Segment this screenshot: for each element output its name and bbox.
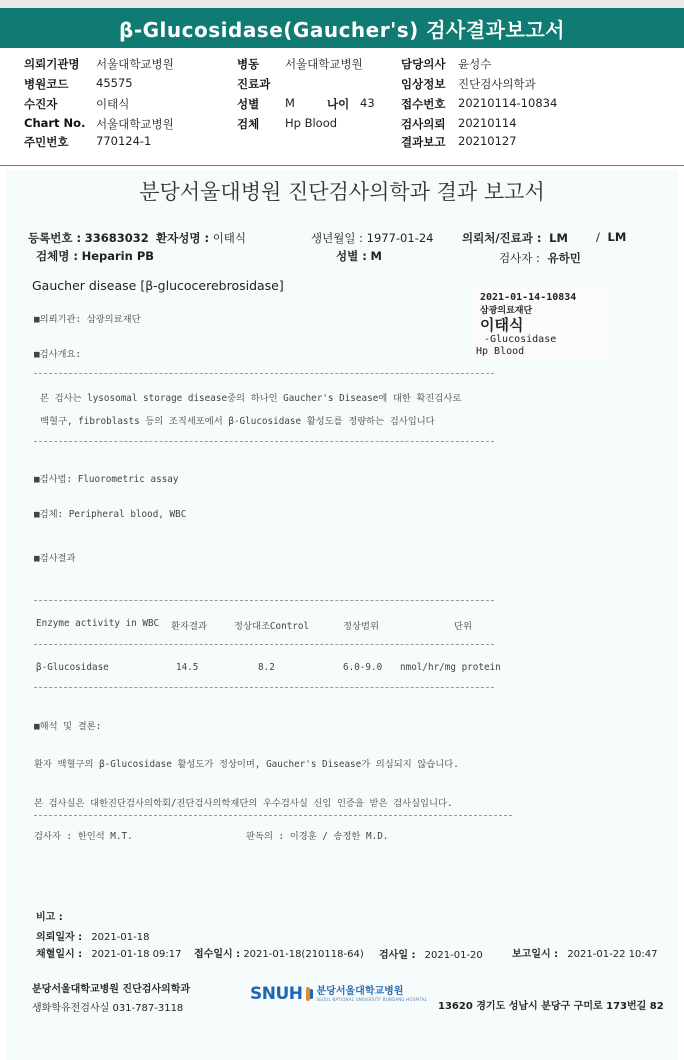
value-age: 43 bbox=[360, 96, 375, 110]
label-institution: 의뢰기관명 bbox=[24, 57, 80, 71]
info-row bbox=[0, 116, 684, 134]
value-specimen-name: Heparin PB bbox=[81, 249, 155, 263]
method-line: ■검사법: Fluorometric assay bbox=[34, 474, 179, 485]
report-time-value: 2021-01-22 10:47 bbox=[567, 949, 658, 960]
label-chart-no: Chart No. bbox=[24, 116, 86, 130]
table-cell: 14.5 bbox=[176, 662, 199, 673]
value-doctor: 윤성수 bbox=[458, 57, 492, 71]
table-header: Enzyme activity in WBC bbox=[36, 618, 160, 629]
value-request-date: 20210114 bbox=[458, 116, 517, 130]
value-ward: 서울대학교병원 bbox=[285, 57, 363, 71]
divider bbox=[34, 441, 494, 442]
institution-line: ■의뢰기관: 삼광의료재단 bbox=[34, 314, 141, 325]
reviewer-line: 판독의 : 이경훈 / 송정한 M.D. bbox=[246, 831, 389, 842]
value-patient-name: 이태식 bbox=[212, 231, 247, 245]
label-doctor: 담당의사 bbox=[401, 57, 446, 71]
report-banner bbox=[0, 8, 684, 48]
info-row bbox=[0, 96, 684, 114]
value-institution: 서울대학교병원 bbox=[96, 57, 174, 71]
label-receipt-no: 접수번호 bbox=[401, 97, 446, 111]
value-report-date: 20210127 bbox=[458, 134, 517, 148]
label-examiner: 검사자 : bbox=[499, 251, 540, 265]
overview-line-1: 본 검사는 lysosomal storage disease중의 하나인 Gaucher's Disease에 대한 확진검사로 bbox=[40, 393, 462, 404]
value-clinical-info: 진단검사의학과 bbox=[458, 77, 536, 91]
receipt-value: 2021-01-18(210118-64) bbox=[243, 949, 364, 960]
divider bbox=[34, 373, 494, 374]
logo-english: SEOUL NATIONAL UNIVERSITY BUNDANG HOSPITAL bbox=[316, 997, 428, 1002]
info-row bbox=[0, 56, 684, 74]
label-patient-name: 환자성명 : bbox=[156, 231, 210, 245]
value-dept2: LM bbox=[607, 230, 627, 244]
value-dob: 1977-01-24 bbox=[366, 231, 434, 245]
label-report-sex: 성별 : bbox=[336, 249, 367, 263]
value-dept: LM bbox=[549, 231, 568, 245]
label-report-date: 결과보고 bbox=[401, 135, 446, 149]
label-resident-no: 주민번호 bbox=[24, 135, 69, 149]
value-chart-no: 서울대학교병원 bbox=[96, 117, 174, 131]
test-date-value: 2021-01-20 bbox=[424, 950, 483, 961]
label-specimen-name: 검체명 : bbox=[36, 249, 78, 263]
interpretation-title: ■해석 및 결론: bbox=[34, 721, 102, 732]
label-patient: 수진자 bbox=[24, 97, 58, 111]
stamp-accession: 2021-01-14-10834 bbox=[480, 292, 577, 303]
divider bbox=[34, 644, 494, 645]
label-dob: 생년월일 : bbox=[311, 231, 363, 245]
draw-label: 채혈일시 : bbox=[36, 949, 83, 960]
req-date-value: 2021-01-18 bbox=[91, 932, 150, 943]
label-specimen: 검체 bbox=[237, 117, 260, 131]
info-row bbox=[0, 134, 684, 152]
logo-mark-icon bbox=[305, 986, 314, 1002]
value-reg-no: 33683032 bbox=[84, 231, 149, 245]
report-time-label: 보고일시 : bbox=[512, 949, 559, 960]
label-hospital-code: 병원코드 bbox=[24, 77, 69, 91]
results-title: ■검사결과 bbox=[34, 553, 76, 564]
request-info-panel bbox=[0, 48, 684, 166]
report-title: 분당서울대병원 진단검사의학과 결과 보고서 bbox=[139, 180, 545, 204]
stamp-patient: 이태식 bbox=[480, 316, 524, 334]
interpretation-line-2: 본 검사실은 대한진단검사의학회/진단검사의학재단의 우수검사실 신임 인증을 받은 검사실입니다. bbox=[34, 798, 453, 809]
banner-title: β-Glucosidase(Gaucher's) 검사결과보고서 bbox=[119, 17, 565, 42]
table-header: 환자결과 bbox=[171, 621, 207, 632]
draw-value: 2021-01-18 09:17 bbox=[91, 949, 182, 960]
label-clinical-info: 임상정보 bbox=[401, 77, 446, 91]
table-header: 정상범위 bbox=[343, 621, 379, 632]
overview-title: ■검사개요: bbox=[34, 349, 82, 360]
info-row bbox=[0, 76, 684, 94]
top-rule bbox=[0, 0, 684, 8]
test-name: Gaucher disease [β-glucocerebrosidase] bbox=[32, 278, 284, 293]
value-patient: 이태식 bbox=[96, 97, 130, 111]
divider bbox=[34, 815, 512, 816]
footer-lab-phone: 생화학유전검사실 031-787-3118 bbox=[32, 1003, 184, 1014]
table-cell: 8.2 bbox=[258, 662, 275, 673]
footer-dept-name: 분당서울대학교병원 진단검사의학과 bbox=[32, 984, 191, 995]
label-ward: 병동 bbox=[237, 57, 260, 71]
table-cell: nmol/hr/mg protein bbox=[400, 662, 501, 673]
scanned-report bbox=[6, 170, 678, 1060]
value-sex: M bbox=[285, 96, 295, 110]
divider bbox=[34, 600, 494, 601]
logo-korean: 분당서울대학교병원 bbox=[316, 986, 404, 997]
receipt-label: 접수일시 : bbox=[194, 949, 241, 960]
table-cell: β-Glucosidase bbox=[36, 662, 109, 673]
label-sex: 성별 bbox=[237, 97, 260, 111]
value-resident-no: 770124-1 bbox=[96, 134, 152, 148]
value-receipt-no: 20210114-10834 bbox=[458, 96, 558, 110]
label-reg-no: 등록번호 : bbox=[28, 231, 82, 245]
dept-separator: / bbox=[596, 230, 600, 244]
interpretation-line-1: 환자 백혈구의 β-Glucosidase 활성도가 정상이며, Gaucher's Disease가 의심되지 않습니다. bbox=[34, 759, 459, 770]
stamp-test: -Glucosidase bbox=[484, 334, 557, 345]
label-department: 진료과 bbox=[237, 77, 271, 91]
signer-line: 검사자 : 한인석 M.T. bbox=[34, 831, 133, 842]
value-specimen: Hp Blood bbox=[285, 116, 338, 130]
stamp-specimen: Hp Blood bbox=[476, 346, 525, 357]
specimen-stamp bbox=[472, 288, 608, 360]
stamp-lab: 삼광의료재단 bbox=[480, 306, 533, 316]
table-cell: 6.0-9.0 bbox=[343, 662, 383, 673]
value-examiner: 유하민 bbox=[547, 251, 581, 265]
test-date-label: 검사일 : bbox=[379, 950, 416, 961]
value-report-sex: M bbox=[370, 249, 382, 263]
table-header: 정상대조Control bbox=[234, 621, 310, 632]
label-age: 나이 bbox=[327, 97, 350, 111]
label-dept: 의뢰처/진료과 : bbox=[462, 231, 542, 245]
table-header: 단위 bbox=[454, 621, 472, 632]
value-hospital-code: 45575 bbox=[96, 76, 133, 90]
divider bbox=[34, 687, 494, 688]
footer-address: 13620 경기도 성남시 분당구 구미로 173번길 82 bbox=[438, 1001, 664, 1012]
snuh-logo bbox=[250, 982, 427, 1006]
label-request-date: 검사의뢰 bbox=[401, 117, 446, 131]
req-date-label: 의뢰일자 : bbox=[36, 932, 83, 943]
specimen-line: ■검체: Peripheral blood, WBC bbox=[34, 509, 187, 520]
logo-wordmark: SNUH bbox=[250, 984, 303, 1004]
remark-label: 비고 : bbox=[36, 912, 63, 923]
overview-line-2: 백혈구, fibroblasts 등의 조직세포에서 β-Glucosidase 활성도를 정량하는 검사입니다 bbox=[40, 416, 435, 427]
